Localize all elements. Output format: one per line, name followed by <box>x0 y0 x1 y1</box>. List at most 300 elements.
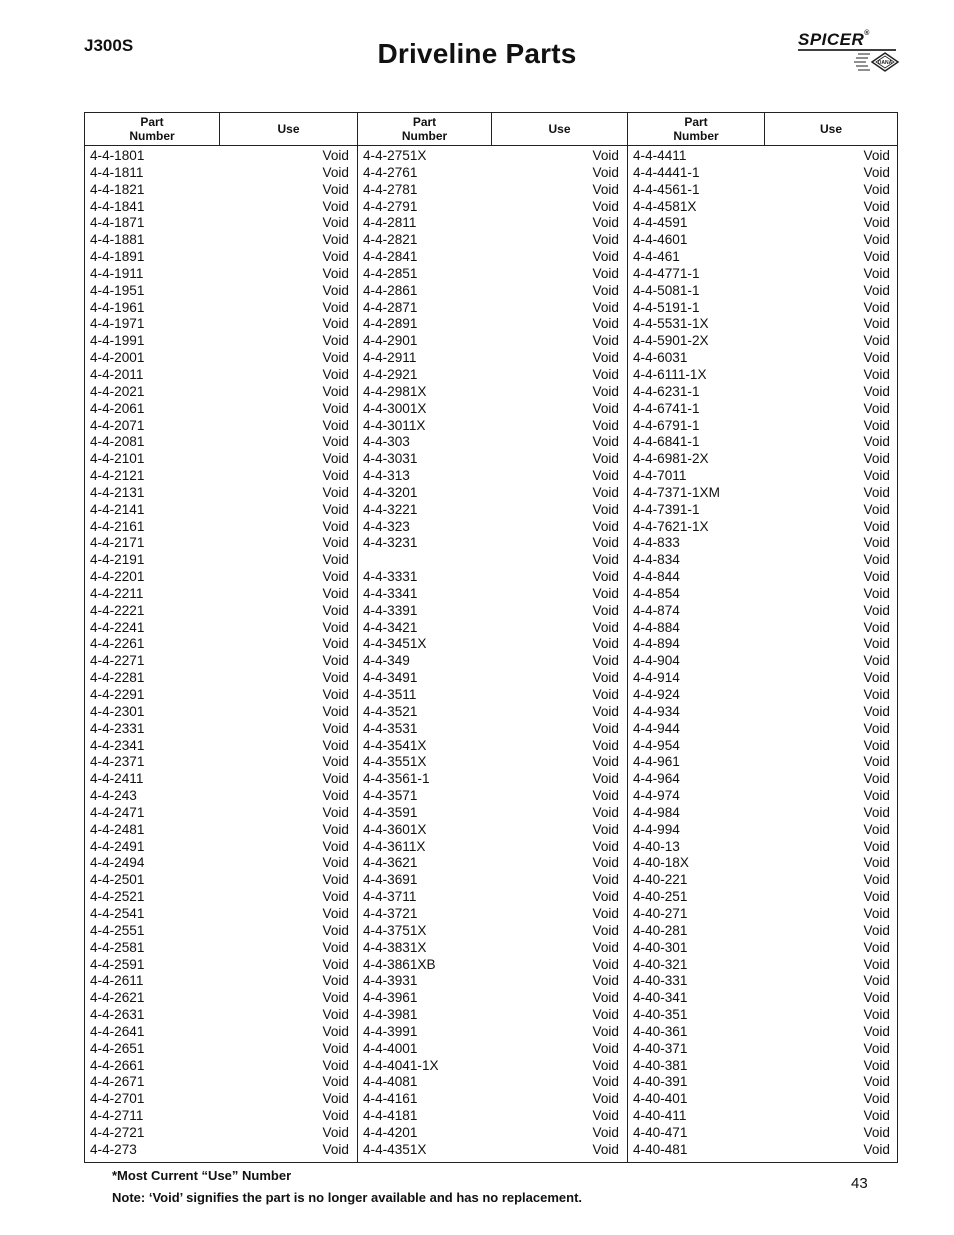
table-row <box>358 266 627 283</box>
table-row <box>628 653 898 670</box>
part-number: 4-4-2821 <box>363 232 418 248</box>
part-number: 4-4-1911 <box>90 265 144 281</box>
part-number: 4-4-2711 <box>90 1108 144 1124</box>
parts-table <box>84 112 898 1163</box>
table-row <box>358 182 627 199</box>
part-number: 4-4-323 <box>363 518 410 534</box>
use-value: Void <box>863 265 890 281</box>
use-value: Void <box>863 905 890 921</box>
table-row <box>628 148 898 165</box>
table-row <box>85 199 357 216</box>
part-number: 4-4-3931 <box>363 973 418 989</box>
use-value: Void <box>322 1040 349 1056</box>
use-value: Void <box>592 1124 619 1140</box>
use-value: Void <box>592 838 619 854</box>
table-row <box>628 552 898 569</box>
use-value: Void <box>863 737 890 753</box>
use-value: Void <box>592 333 619 349</box>
table-row <box>628 283 898 300</box>
use-value: Void <box>592 771 619 787</box>
use-value: Void <box>322 249 349 265</box>
part-number: 4-4-961 <box>633 754 680 770</box>
use-value: Void <box>322 181 349 197</box>
table-row <box>358 502 627 519</box>
table-row <box>628 771 898 788</box>
table-row <box>85 283 357 300</box>
use-value: Void <box>322 653 349 669</box>
use-value: Void <box>592 484 619 500</box>
part-number: 4-4-2141 <box>90 501 145 517</box>
table-row <box>358 316 627 333</box>
use-value: Void <box>592 164 619 180</box>
use-value: Void <box>592 1108 619 1124</box>
part-number: 4-4-1991 <box>90 333 145 349</box>
registered-mark: ® <box>864 30 870 37</box>
use-value: Void <box>322 737 349 753</box>
table-row <box>628 1108 898 1125</box>
table-row <box>358 855 627 872</box>
part-number: 4-4-6231-1 <box>633 383 700 399</box>
table-row <box>358 805 627 822</box>
use-value: Void <box>592 687 619 702</box>
table-row <box>358 552 627 569</box>
table-row <box>628 788 898 805</box>
part-number: 4-4-884 <box>633 619 680 635</box>
use-value: Void <box>322 484 349 500</box>
use-value: Void <box>322 333 349 349</box>
part-number: 4-4-854 <box>633 585 680 601</box>
use-value: Void <box>322 316 349 332</box>
table-row <box>85 451 357 468</box>
part-number: 4-4-2291 <box>90 687 145 702</box>
use-value: Void <box>322 821 349 837</box>
table-row <box>358 300 627 317</box>
part-number: 4-4-4601 <box>633 232 688 248</box>
part-number: 4-4-2131 <box>90 484 145 500</box>
table-row <box>358 906 627 923</box>
part-number: 4-4-874 <box>633 602 680 618</box>
part-number: 4-4-349 <box>363 653 410 669</box>
part-number: 4-4-3531 <box>363 720 418 736</box>
use-value: Void <box>592 535 619 551</box>
use-value: Void <box>863 922 890 938</box>
part-number: 4-40-221 <box>633 872 688 888</box>
use-value: Void <box>863 552 890 568</box>
table-row <box>628 401 898 418</box>
table-row <box>628 266 898 283</box>
part-number: 4-4-2641 <box>90 1023 145 1039</box>
table-row <box>358 384 627 401</box>
table-row <box>358 653 627 670</box>
table-row <box>358 215 627 232</box>
part-number: 4-4-4581X <box>633 198 697 214</box>
part-number: 4-4-6981-2X <box>633 451 709 467</box>
part-number: 4-4-2761 <box>363 164 418 180</box>
use-value: Void <box>592 249 619 265</box>
part-number: 4-4-2891 <box>363 316 418 332</box>
part-number: 4-4-3961 <box>363 990 418 1006</box>
part-number: 4-4-1951 <box>90 282 145 298</box>
part-number: 4-4-1971 <box>90 316 145 332</box>
table-row <box>85 788 357 805</box>
part-number: 4-4-7391-1 <box>633 501 700 517</box>
part-number: 4-40-381 <box>633 1057 688 1073</box>
part-number: 4-40-401 <box>633 1091 688 1107</box>
use-value: Void <box>863 788 890 804</box>
use-value: Void <box>863 1074 890 1090</box>
table-row <box>85 1091 357 1108</box>
use-value: Void <box>863 889 890 905</box>
table-row <box>358 1125 627 1142</box>
table-row <box>85 434 357 451</box>
table-row <box>85 1125 357 1142</box>
table-row <box>628 906 898 923</box>
part-number: 4-4-1871 <box>90 215 145 231</box>
part-number: 4-4-2611 <box>90 973 144 989</box>
part-number: 4-4-3331 <box>363 569 418 585</box>
part-number: 4-4-6031 <box>633 350 688 366</box>
table-row <box>85 704 357 721</box>
use-value: Void <box>322 956 349 972</box>
part-number: 4-4-2541 <box>90 905 145 921</box>
part-number: 4-4-303 <box>363 434 410 450</box>
use-value: Void <box>863 400 890 416</box>
header-use: Use <box>764 113 897 145</box>
use-value: Void <box>322 687 349 702</box>
use-value: Void <box>863 198 890 214</box>
logo-wordmark: SPICER <box>798 30 865 49</box>
footnote-void-note: Note: ‘Void’ signifies the part is no longer available and has no replacement. <box>112 1190 583 1205</box>
table-row <box>358 434 627 451</box>
part-number: 4-40-481 <box>633 1141 688 1157</box>
part-number: 4-4-3561-1 <box>363 771 430 787</box>
table-row <box>358 1074 627 1091</box>
parts-column-2 <box>358 148 627 1158</box>
table-row <box>85 754 357 771</box>
use-value: Void <box>592 265 619 281</box>
table-row <box>85 940 357 957</box>
table-row <box>85 805 357 822</box>
use-value: Void <box>592 451 619 467</box>
table-row <box>358 1142 627 1159</box>
part-number: 4-40-341 <box>633 990 688 1006</box>
part-number: 4-4-3511 <box>363 687 417 702</box>
table-row <box>628 468 898 485</box>
use-value: Void <box>592 350 619 366</box>
table-row <box>358 333 627 350</box>
table-row <box>358 535 627 552</box>
part-number: 4-4-4181 <box>363 1108 418 1124</box>
part-number: 4-4-2471 <box>90 804 145 820</box>
table-row <box>85 1108 357 1125</box>
table-row <box>358 350 627 367</box>
use-value: Void <box>592 366 619 382</box>
table-row <box>85 148 357 165</box>
table-row <box>628 839 898 856</box>
use-value: Void <box>592 501 619 517</box>
use-value: Void <box>592 737 619 753</box>
part-number: 4-4-2491 <box>90 838 145 854</box>
table-row <box>85 973 357 990</box>
part-number: 4-4-2021 <box>90 383 145 399</box>
use-value: Void <box>592 400 619 416</box>
part-number: 4-4-3001X <box>363 400 427 416</box>
use-value: Void <box>322 232 349 248</box>
use-value: Void <box>322 350 349 366</box>
part-number: 4-4-2851 <box>363 265 418 281</box>
table-row <box>85 1041 357 1058</box>
part-number: 4-4-3031 <box>363 451 418 467</box>
use-value: Void <box>592 434 619 450</box>
part-number: 4-4-2011 <box>90 366 144 382</box>
table-row <box>85 300 357 317</box>
table-row <box>628 822 898 839</box>
use-value: Void <box>322 468 349 484</box>
table-row <box>628 855 898 872</box>
table-row <box>628 603 898 620</box>
table-row <box>85 687 357 704</box>
table-row <box>85 401 357 418</box>
use-value: Void <box>592 518 619 534</box>
table-row <box>85 535 357 552</box>
part-number: 4-40-411 <box>633 1108 687 1124</box>
use-value: Void <box>863 956 890 972</box>
use-value: Void <box>322 434 349 450</box>
table-row <box>628 215 898 232</box>
footnote-current-use: *Most Current “Use” Number <box>112 1168 292 1183</box>
use-value: Void <box>322 905 349 921</box>
table-row <box>358 788 627 805</box>
use-value: Void <box>863 1091 890 1107</box>
use-value: Void <box>322 619 349 635</box>
table-row <box>85 552 357 569</box>
use-value: Void <box>863 838 890 854</box>
table-row <box>358 738 627 755</box>
table-row <box>85 721 357 738</box>
part-number: 4-4-2494 <box>90 855 145 871</box>
part-number: 4-4-3831X <box>363 939 427 955</box>
use-value: Void <box>322 939 349 955</box>
table-row <box>85 182 357 199</box>
part-number: 4-4-1961 <box>90 299 145 315</box>
table-row <box>358 839 627 856</box>
table-row <box>358 232 627 249</box>
part-number: 4-4-3591 <box>363 804 418 820</box>
table-row <box>628 485 898 502</box>
table-row <box>628 805 898 822</box>
use-value: Void <box>322 400 349 416</box>
table-row <box>628 889 898 906</box>
part-number: 4-4-2861 <box>363 282 418 298</box>
use-value: Void <box>322 636 349 652</box>
part-number: 4-4-3611X <box>363 838 426 854</box>
part-number: 4-40-321 <box>633 956 688 972</box>
table-row <box>358 990 627 1007</box>
table-row <box>628 1041 898 1058</box>
use-value: Void <box>592 1141 619 1157</box>
use-value: Void <box>322 1141 349 1157</box>
use-value: Void <box>863 417 890 433</box>
part-number: 4-4-844 <box>633 569 680 585</box>
table-row <box>628 754 898 771</box>
part-number: 4-4-2241 <box>90 619 145 635</box>
use-value: Void <box>322 754 349 770</box>
use-value: Void <box>863 1141 890 1157</box>
use-value: Void <box>322 265 349 281</box>
use-value: Void <box>592 670 619 686</box>
use-value: Void <box>863 619 890 635</box>
part-number: 4-4-6841-1 <box>633 434 700 450</box>
table-row <box>85 502 357 519</box>
use-value: Void <box>592 1040 619 1056</box>
table-row <box>358 418 627 435</box>
part-number: 4-4-2671 <box>90 1074 145 1090</box>
part-number: 4-4-3551X <box>363 754 427 770</box>
table-row <box>85 670 357 687</box>
part-number: 4-4-2121 <box>90 468 145 484</box>
part-number: 4-4-974 <box>633 788 680 804</box>
part-number: 4-4-3571 <box>363 788 418 804</box>
use-value: Void <box>322 1057 349 1073</box>
use-value: Void <box>592 922 619 938</box>
table-row <box>85 889 357 906</box>
table-row <box>628 569 898 586</box>
use-value: Void <box>863 670 890 686</box>
table-row <box>85 957 357 974</box>
use-value: Void <box>592 468 619 484</box>
part-number: 4-4-2751X <box>363 148 427 163</box>
use-value: Void <box>592 889 619 905</box>
part-number: 4-4-3541X <box>363 737 427 753</box>
part-number: 4-40-301 <box>633 939 688 955</box>
use-value: Void <box>863 148 890 163</box>
table-row <box>628 249 898 266</box>
use-value: Void <box>863 333 890 349</box>
part-number: 4-40-471 <box>633 1124 688 1140</box>
use-value: Void <box>322 889 349 905</box>
part-number: 4-40-251 <box>633 889 688 905</box>
table-row <box>358 636 627 653</box>
table-row <box>85 771 357 788</box>
use-value: Void <box>592 956 619 972</box>
table-row <box>628 1125 898 1142</box>
table-row <box>85 266 357 283</box>
table-row <box>85 569 357 586</box>
use-value: Void <box>863 501 890 517</box>
use-value: Void <box>592 383 619 399</box>
part-number: 4-4-2341 <box>90 737 145 753</box>
part-number: 4-4-1881 <box>90 232 145 248</box>
use-value: Void <box>592 905 619 921</box>
use-value: Void <box>322 990 349 1006</box>
part-number: 4-4-6741-1 <box>633 400 700 416</box>
table-row <box>358 367 627 384</box>
table-row <box>85 906 357 923</box>
use-value: Void <box>863 1124 890 1140</box>
part-number: 4-4-1811 <box>90 164 144 180</box>
table-row <box>628 670 898 687</box>
part-number: 4-4-2001 <box>90 350 145 366</box>
part-number: 4-4-243 <box>90 788 137 804</box>
use-value: Void <box>322 838 349 854</box>
part-number: 4-4-2081 <box>90 434 145 450</box>
use-value: Void <box>322 198 349 214</box>
use-value: Void <box>863 754 890 770</box>
use-value: Void <box>592 417 619 433</box>
part-number: 4-4-2791 <box>363 198 418 214</box>
part-number: 4-4-2911 <box>363 350 417 366</box>
part-number: 4-4-2871 <box>363 299 418 315</box>
use-value: Void <box>322 148 349 163</box>
table-row <box>358 687 627 704</box>
use-value: Void <box>592 1074 619 1090</box>
table-row <box>85 1024 357 1041</box>
table-row <box>358 940 627 957</box>
use-value: Void <box>322 855 349 871</box>
use-value: Void <box>863 215 890 231</box>
part-number: 4-4-2521 <box>90 889 145 905</box>
part-number: 4-4-2371 <box>90 754 145 770</box>
use-value: Void <box>592 569 619 585</box>
part-number: 4-4-2811 <box>363 215 417 231</box>
use-value: Void <box>322 872 349 888</box>
use-value: Void <box>592 804 619 820</box>
use-value: Void <box>322 922 349 938</box>
table-row <box>628 620 898 637</box>
use-value: Void <box>863 703 890 719</box>
header-part-number: Part Number <box>129 115 175 143</box>
part-number: 4-4-4351X <box>363 1141 427 1157</box>
use-value: Void <box>863 939 890 955</box>
use-value: Void <box>322 383 349 399</box>
part-number: 4-4-4771-1 <box>633 265 700 281</box>
use-value: Void <box>592 720 619 736</box>
use-value: Void <box>592 973 619 989</box>
table-row <box>358 721 627 738</box>
part-number: 4-4-2921 <box>363 366 418 382</box>
table-row <box>358 401 627 418</box>
use-value: Void <box>863 585 890 601</box>
use-value: Void <box>863 602 890 618</box>
part-number: 4-4-2781 <box>363 181 418 197</box>
use-value: Void <box>863 821 890 837</box>
table-row <box>85 636 357 653</box>
part-number: 4-4-3621 <box>363 855 418 871</box>
use-value: Void <box>592 316 619 332</box>
header-part-number: Part Number <box>357 113 491 145</box>
table-row <box>85 384 357 401</box>
part-number: 4-4-2261 <box>90 636 145 652</box>
table-row <box>358 1058 627 1075</box>
use-value: Void <box>592 602 619 618</box>
table-row <box>85 1142 357 1159</box>
table-row <box>358 670 627 687</box>
use-value: Void <box>863 973 890 989</box>
part-number: 4-4-3991 <box>363 1023 418 1039</box>
table-row <box>358 451 627 468</box>
part-number: 4-4-3201 <box>363 484 418 500</box>
part-number: 4-40-13 <box>633 838 680 854</box>
use-value: Void <box>322 451 349 467</box>
part-number: 4-4-1891 <box>90 249 145 265</box>
table-row <box>358 586 627 603</box>
header-use: Use <box>219 113 357 145</box>
table-row <box>628 182 898 199</box>
use-value: Void <box>863 653 890 669</box>
table-row <box>628 384 898 401</box>
table-row <box>628 738 898 755</box>
table-row <box>85 603 357 620</box>
